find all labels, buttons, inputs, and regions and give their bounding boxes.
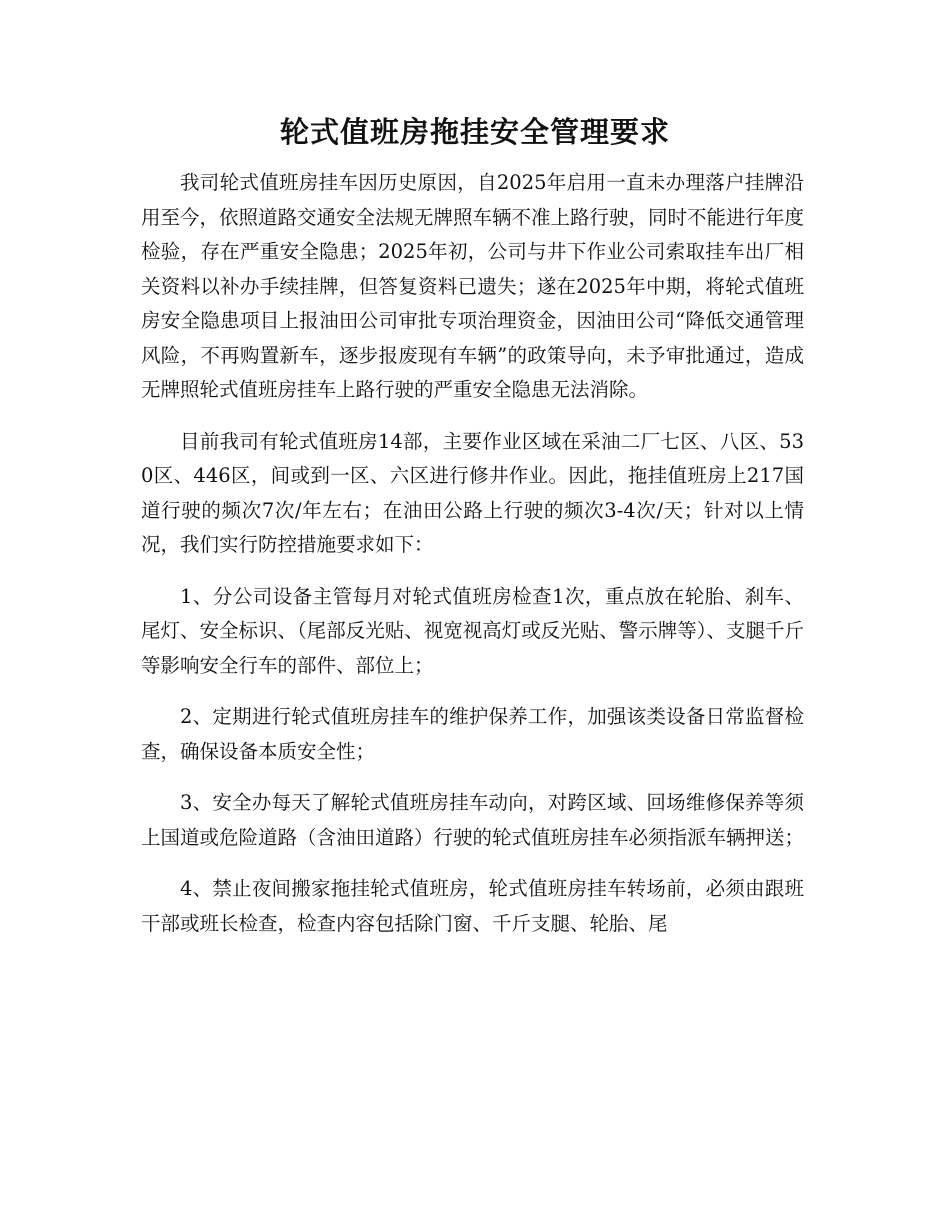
document-body [141, 166, 804, 941]
document-title: 轮式值班房拖挂安全管理要求 [279, 115, 670, 149]
paragraph-current-status: 目前我司有轮式值班房14部，主要作业区域在采油二厂七区、八区、530区、446区，间或到一区、六区进行修井作业。因此，拖挂值班房上217国道行驶的频次7次/年左右；在油田公路上行驶的频次3-4次/天；针对以上情况，我们实行防控措施要求如下： [141, 429, 804, 556]
paragraph-measure-2: 2、定期进行轮式值班房挂车的维护保养工作，加强该类设备日常监督检查，确保设备本质安全性； [141, 705, 804, 763]
paragraph-measure-4: 4、禁止夜间搬家拖挂轮式值班房，轮式值班房挂车转场前，必须由跟班干部或班长检查，检查内容包括除门窗、千斤支腿、轮胎、尾 [141, 877, 804, 935]
paragraph-measure-1: 1、分公司设备主管每月对轮式值班房检查1次，重点放在轮胎、刹车、尾灯、安全标识、（尾部反光贴、视宽视高灯或反光贴、警示牌等）、支腿千斤等影响安全行车的部件、部位上； [141, 584, 805, 677]
paragraph-measure-3: 3、安全办每天了解轮式值班房挂车动向，对跨区域、回场维修保养等须上国道或危险道路（含油田道路）行驶的轮式值班房挂车必须指派车辆押送； [141, 791, 805, 849]
paragraph-background: 我司轮式值班房挂车因历史原因，自2025年启用一直未办理落户挂牌沿用至今，依照道路交通安全法规无牌照车辆不准上路行驶，同时不能进行年度检验，存在严重安全隐患；2025年初，公司与井下作业公司索取挂车出厂相关资料以补办手续挂牌，但答复资料已遗失；遂在2025年中期，将轮式值班房安全隐患项目上报油田公司审批专项治理资金，因油田公司“降低交通管理风险，不再购置新车，逐步报废现有车辆”的政策导向，未予审批通过，造成无牌照轮式值班房挂车上路行驶的严重安全隐患无法消除。 [141, 171, 805, 401]
